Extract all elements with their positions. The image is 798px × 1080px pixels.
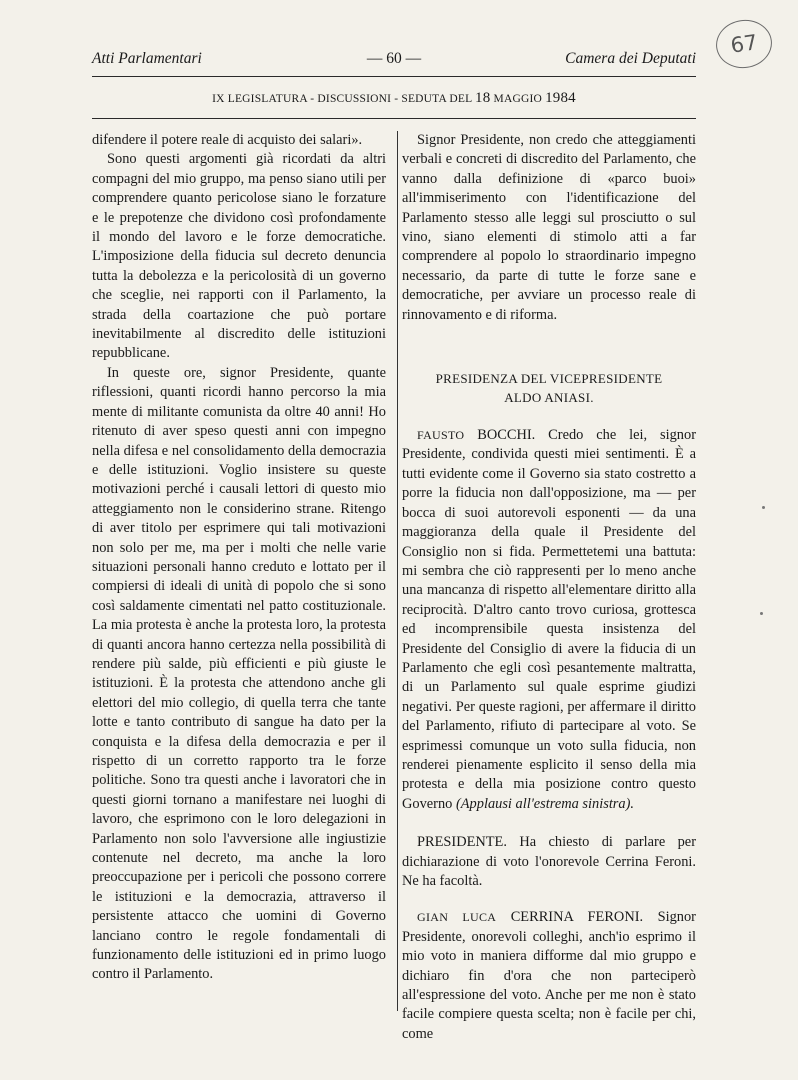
speaker-first-name: FAUSTO — [417, 428, 465, 443]
handwritten-page-stamp — [713, 16, 775, 71]
presidency-line-2: ALDO ANIASI. — [504, 390, 594, 406]
paragraph: difendere il potere reale di acquisto dei salari». — [92, 132, 363, 148]
scan-speck — [762, 506, 765, 509]
paragraph: Sono questi argomenti già ricordati da altri compagni del mio gruppo, ma penso siano utili per comprendere quanto pericolose siano le forzature e le prepotenze che dividono così profondamente il mondo del lavoro e le forze democratiche. L'imposizione della fiducia sul decreto denuncia tutta la debolezza e la pericolosità di un governo che sceglie, nei rapporti con il Parlamento, la strada della coartazione che può portare inevitabilmente al discredito delle istituzioni repubblicane. — [92, 151, 386, 362]
speaker-last-name: BOCCHI. — [477, 427, 536, 444]
header-rule-top — [92, 76, 696, 77]
president-statement — [402, 833, 696, 891]
subheader-legislature: IX LEGISLATURA - DISCUSSIONI - SEDUTA DEL — [212, 93, 476, 105]
header-rule-bottom — [92, 118, 696, 119]
speaker-label: PRESIDENTE. — [417, 834, 507, 851]
subheader-day: 18 — [475, 90, 491, 106]
header-left-title: Atti Parlamentari — [92, 50, 202, 67]
presidency-heading — [402, 369, 696, 407]
left-column — [92, 131, 386, 985]
subheader-year: 1984 — [545, 90, 576, 106]
page-number: — 60 — — [366, 50, 422, 67]
speech-text: Signor Presidente, onorevoli colleghi, anch'io esprimo il mio voto in maniera difforme dal mio gruppo e dichiaro fin d'ora che non parteciperò all'espressione del voto. Anche per me non è stato facile compiere questa scelta; non è facile per chi, come — [402, 909, 696, 1042]
speech-text: Ha chiesto di parlare per dichiarazione di voto l'onorevole Cerrina Feroni. Ne ha facoltà. — [402, 834, 696, 889]
right-column — [402, 131, 696, 1044]
page-header — [92, 50, 696, 74]
subheader-month: MAGGIO — [490, 93, 546, 105]
speech-bocchi — [402, 426, 696, 814]
session-subheader — [92, 90, 696, 107]
speech-cerrina-feroni — [402, 908, 696, 1044]
stamp-number: 67 — [729, 30, 759, 58]
presidency-line-1: PRESIDENZA DEL VICEPRESIDENTE — [435, 371, 663, 387]
header-right-title: Camera dei Deputati — [565, 50, 696, 67]
paragraph: In queste ore, signor Presidente, quante riflessioni, quanti ricordi hanno percorso la mia mente di militante comunista da oltre 40 anni! Ho ritenuto di aver speso questi anni con impegno nella difesa e nel consolidamento della democrazia e delle istituzioni. Voglio insistere su queste motivazioni perché i causali lettori di questo mio atteggiamento non le considerino strane. Ritengo di aver titolo per esprimere qui tali motivazioni non solo per me, ma per i molti che nelle varie situazioni personali hanno creduto e lottato per il compiersi di ideali di unità di popolo che si sono così saldamente cimentati nel patto costituzionale. La mia protesta è anche la protesta loro, la protesta di quanti ancora hanno certezza nella possibilità di rendere più salde, più efficienti e più giuste le istituzioni. È la protesta che attendono anche gli elettori del mio collegio, di quella terra che tante lotte e tanto contributo di sangue ha dato per la conquista e la difesa della democrazia e per il rispetto di un corretto rapporto tra le forze politiche. Sono tra questi anche i lavoratori che in questi giorni tornano a manifestare nei luoghi di lavoro, che esprimono con le loro delegazioni in Parlamento non solo l'avversione alle ingiustizie contenute nel decreto, ma anche la loro preoccupazione per i pericoli che possono correre le istituzioni e la democrazia, attraverso il persistente attacco che uomini di Governo lanciano contro le regole fondamentali di funzionamento delle istituzioni ed in primo luogo contro il Parlamento. — [92, 364, 386, 983]
speaker-last-name: CERRINA FERONI. — [510, 909, 644, 926]
paragraph: Signor Presidente, non credo che atteggiamenti verbali e concreti di discredito del Parlamento, che vanno dalla definizione di «parco buoi» all'immiserimento con l'identificazione del Parlamento stesso alle leggi sul prosciutto o sul vino, siano elementi di stimolo atti a far comprendere al popolo lo straordinario impegno necessario, da parte di tutte le forze sane e democratiche, per avviare un processo reale di rinnovamento e di riforma. — [402, 132, 696, 323]
scan-speck — [760, 612, 763, 615]
speaker-first-name: GIAN LUCA — [417, 910, 497, 925]
column-divider — [397, 131, 398, 1011]
applause-note: (Applausi all'estrema sinistra). — [455, 795, 634, 812]
speech-text: Credo che lei, signor Presidente, condivida questi miei sentimenti. È a tutti evidente come il Governo sia stato costretto a porre la fiducia non dall'opposizione, ma — per bocca di suoi autorevoli esponenti — da una maggioranza della quale il Presidente del Consiglio non si fida. Permettetemi una battuta: mi sembra che ciò rappresenti per lo meno anche una mancanza di rispetto all'elementare diritto alla reciprocità. D'altro canto trovo curiosa, grottesca ed incomprensibile questa insistenza del Presidente del Consiglio di avere la fiducia di un Parlamento che egli così pesantemente maltratta, di un Parlamento sul quale esprime giudizi negativi. Per queste ragioni, per affermare il diritto del Parlamento, rifiuto di partecipare al voto. Se esprimessi comunque un voto sulla fiducia, non renderei pienamente esplicito il senso della mia protesta e della mia posizione contro questo Governo — [402, 427, 696, 812]
